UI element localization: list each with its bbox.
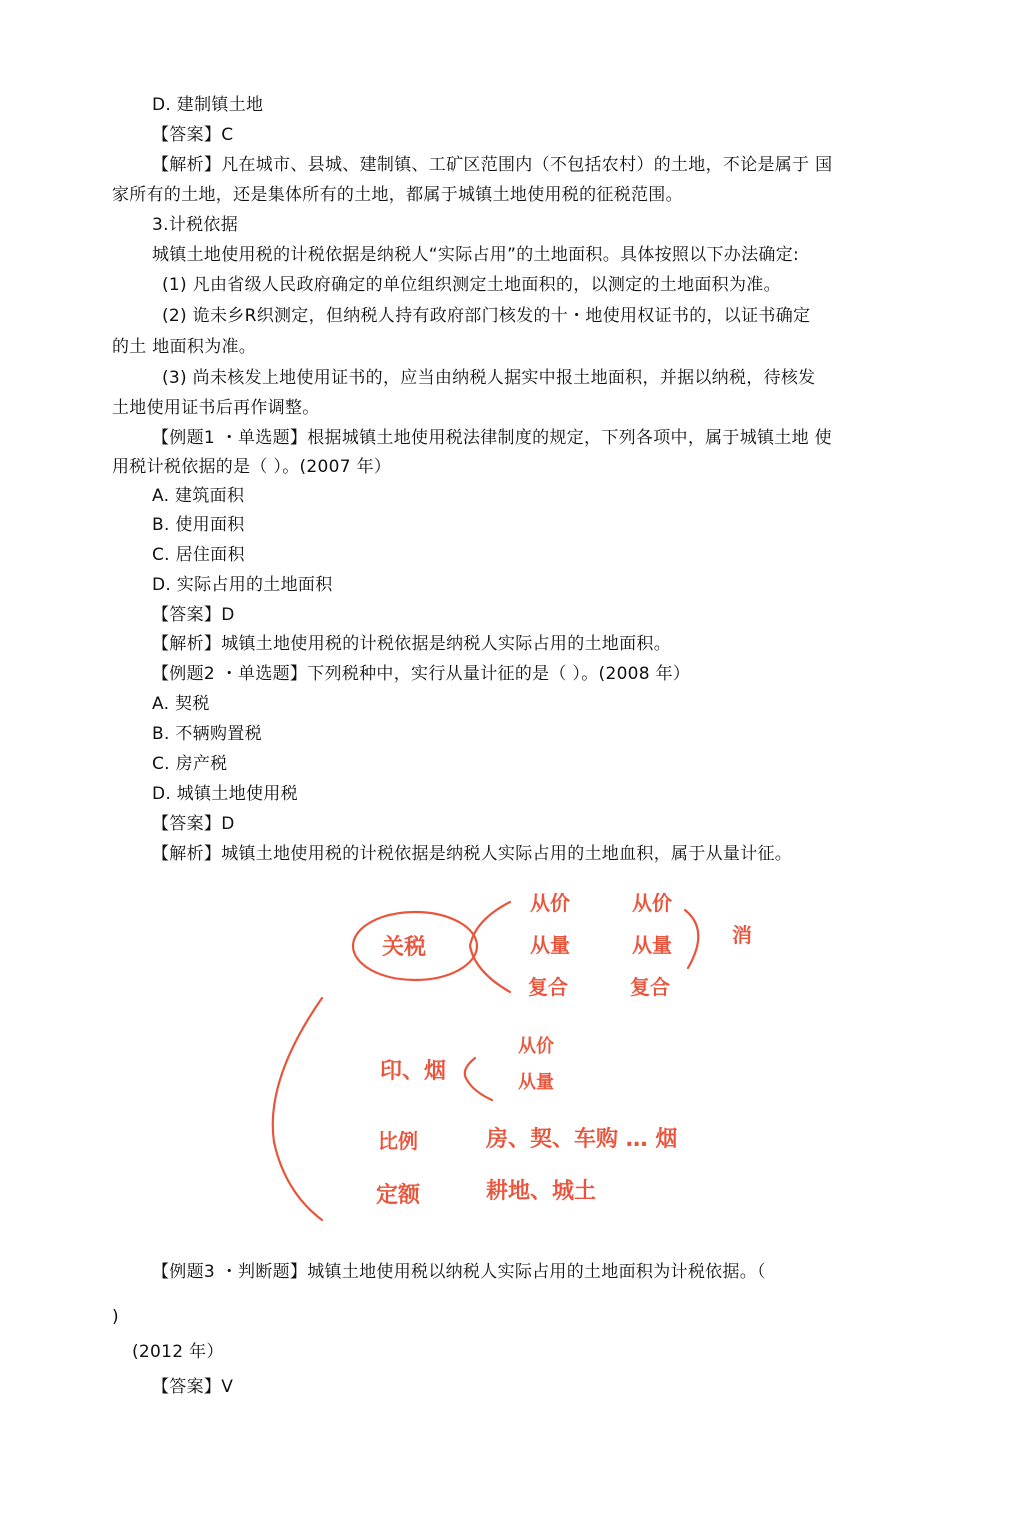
rule-1-line: (1) 凡由省级人民政府确定的单位组织测定土地面积的，以测定的土地面积为准。: [162, 275, 781, 295]
example-3-question: 【例题3 ・判断题】城镇土地使用税以纳税人实际占用的土地面积为计税依据。（: [152, 1262, 766, 1282]
handwritten-bili-items: 房、契、车购 … 烟: [486, 1127, 678, 1152]
paren-close: ): [112, 1307, 119, 1327]
answer-line: 【答案】D: [152, 605, 235, 625]
handwritten-dinge: 定额: [376, 1183, 421, 1208]
option-d-line: D. 实际占用的土地面积: [152, 575, 333, 595]
example-1-question: 【例题1 ・单选题】根据城镇土地使用税法律制度的规定，下列各项中，属于城镇土地 使: [152, 428, 832, 448]
answer-line: 【答案】D: [152, 814, 235, 834]
option-a-line: A. 契税: [152, 694, 210, 714]
handwritten-item: 从量: [530, 933, 570, 957]
rule-3-line: (3) 尚未核发上地使用证书的，应当由纳税人据实中报土地面积，并据以纳税，待核发: [162, 368, 816, 388]
option-a-line: A. 建筑面积: [152, 486, 245, 506]
handwritten-yin-yan: 印、烟: [380, 1059, 447, 1084]
handwritten-guanshui: 关税: [382, 935, 427, 960]
analysis-line: 【解析】凡在城市、县城、建制镇、工矿区范围内（不包括农村）的土地，不论是属于 国: [152, 155, 833, 175]
rule-2-line: (2) 诡未乡R织测定，但纳税人持有政府部门核发的十・地使用权证书的，以证书确定: [162, 306, 811, 326]
handwritten-bili: 比例: [378, 1129, 418, 1153]
paragraph-line: 城镇土地使用税的计税依据是纳税人“实际占用”的土地面积。具体按照以下办法确定:: [152, 245, 800, 265]
option-c-line: C. 居住面积: [152, 545, 245, 565]
option-d-line: D. 建制镇土地: [152, 95, 264, 115]
handwritten-item: 复合: [528, 975, 568, 999]
example-2-question: 【例题2 ・单选题】下列税种中，实行从量计征的是（ ）。(2008 年）: [152, 664, 691, 684]
handwritten-item: 从价: [632, 891, 672, 915]
handwritten-xiao: 消: [732, 923, 752, 947]
analysis-line: 【解析】城镇土地使用税的计税依据是纳税人实际占用的土地面积。: [152, 634, 671, 654]
handwritten-item: 复合: [630, 975, 670, 999]
answer-line: 【答案】C: [152, 125, 234, 145]
option-b-line: B. 使用面积: [152, 515, 245, 535]
analysis-cont-line: 家所有的土地，还是集体所有的土地，都属于城镇土地使用税的征税范围。: [112, 185, 683, 205]
handwritten-item: 从价: [530, 891, 570, 915]
handwritten-item: 从价: [518, 1036, 554, 1057]
rule-2-cont-line: 的土 地面积为准。: [112, 337, 257, 357]
section-heading: 3.计税依据: [152, 215, 239, 235]
year-line: (2012 年）: [132, 1342, 224, 1362]
rule-3-cont-line: 土地使用证书后再作调整。: [112, 398, 320, 418]
handwritten-item: 从量: [632, 933, 672, 957]
option-d-line: D. 城镇土地使用税: [152, 784, 298, 804]
answer-line: 【答案】V: [152, 1377, 234, 1397]
analysis-line: 【解析】城镇土地使用税的计税依据是纳税人实际占用的土地血积，属于从量计征。: [152, 844, 793, 864]
option-b-line: B. 不辆购置税: [152, 724, 262, 744]
example-1-cont: 用税计税依据的是（ ）。(2007 年）: [112, 457, 392, 477]
handwritten-item: 从量: [518, 1072, 554, 1093]
handwritten-dinge-items: 耕地、城土: [486, 1179, 597, 1204]
handwritten-notes: [260, 880, 752, 1220]
option-c-line: C. 房产税: [152, 754, 228, 774]
